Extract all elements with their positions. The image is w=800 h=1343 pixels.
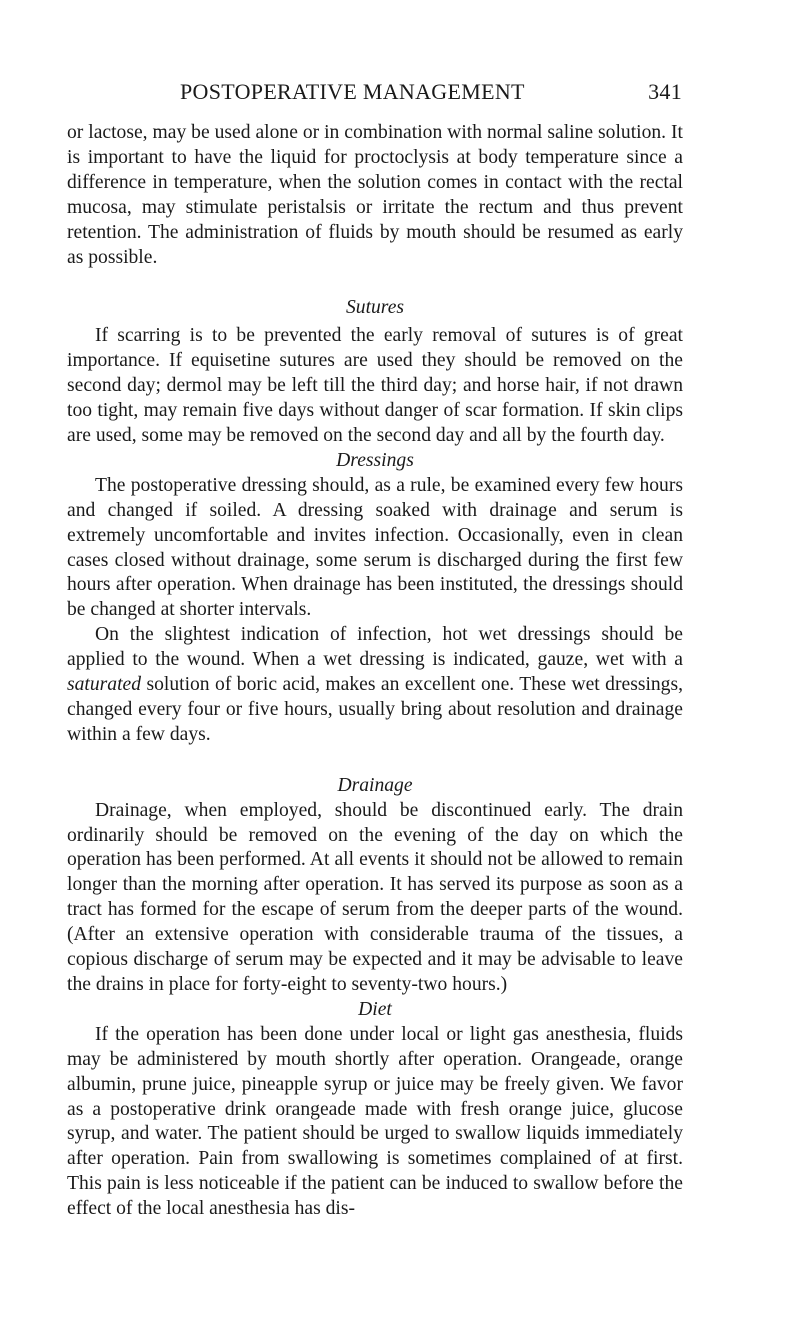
dressings-heading: Dressings	[336, 449, 414, 471]
section-spacer	[67, 270, 683, 296]
dressings-paragraph-2-start: On the slightest indication of infection, hot wet dressings should be applied to the wound. When a wet dressing is indicated, gauze, wet with a	[67, 624, 683, 671]
intro-paragraph: or lactose, may be used alone or in combination with normal saline solution. It is important to have the liquid for proctoclysis at body temperature since a difference in temperature, when the solution comes in contact with the rectal mucosa, may stimulate peristalsis or irritate the rectum and thus prevent retention. The administration of fluids by mouth should be resumed as early as possible.	[67, 122, 683, 268]
body-text	[67, 121, 683, 1222]
page-number: 341	[648, 79, 682, 104]
drainage-paragraph: Drainage, when employed, should be discontinued early. The drain ordinarily should be removed on the evening of the day on which the operation has been performed. At all events it should not be allowed to remain longer than the morning after operation. It has served its purpose as soon as a tract has formed for the escape of serum from the deeper parts of the wound. (After an extensive operation with considerable trauma of the tissues, a copious discharge of serum may be expected and it may be advisable to leave the drains in place for forty-eight to seventy-two hours.)	[67, 799, 683, 995]
diet-paragraph: If the operation has been done under local or light gas anesthesia, fluids may be administered by mouth shortly after operation. Orangeade, orange albumin, prune juice, pineapple syrup or juice may be freely given. We favor as a postoperative drink orangeade made with fresh orange juice, glucose syrup, and water. The patient should be urged to swallow liquids immediately after operation. Pain from swallowing is sometimes complained of at first. This pain is less noticeable if the patient can be induced to swallow before the effect of the local anesthesia has dis-	[67, 1023, 683, 1220]
dressings-paragraph-2	[67, 623, 683, 748]
drainage-heading: Drainage	[337, 774, 413, 796]
running-head-title: POSTOPERATIVE MANAGEMENT	[180, 79, 525, 104]
section-spacer	[67, 748, 683, 774]
diet-heading: Diet	[358, 998, 392, 1020]
sutures-paragraph: If scarring is to be prevented the early removal of sutures is of great importance. If equisetine sutures are used they should be removed on the second day; dermol may be left till the third day; and horse hair, if not drawn too tight, may remain five days without danger of scar formation. If skin clips are used, some may be removed on the second day and all by the fourth day.	[67, 325, 683, 446]
saturated-emphasis: saturated	[67, 674, 142, 696]
sutures-heading: Sutures	[345, 297, 405, 319]
dressings-paragraph-2-end: solution of boric acid, makes an excellent one. These wet dressings, changed every four or five hours, usually bring about resolution and drainage within a few days.	[67, 674, 683, 745]
dressings-paragraph-1: The postoperative dressing should, as a rule, be examined every few hours and changed if soiled. A dressing soaked with drainage and serum is extremely uncomfortable and invites infection. Occasionally, even in clean cases closed without drainage, some serum is discharged during the first few hours after operation. When drainage has been instituted, the dressings should be changed at shorter intervals.	[67, 474, 683, 621]
